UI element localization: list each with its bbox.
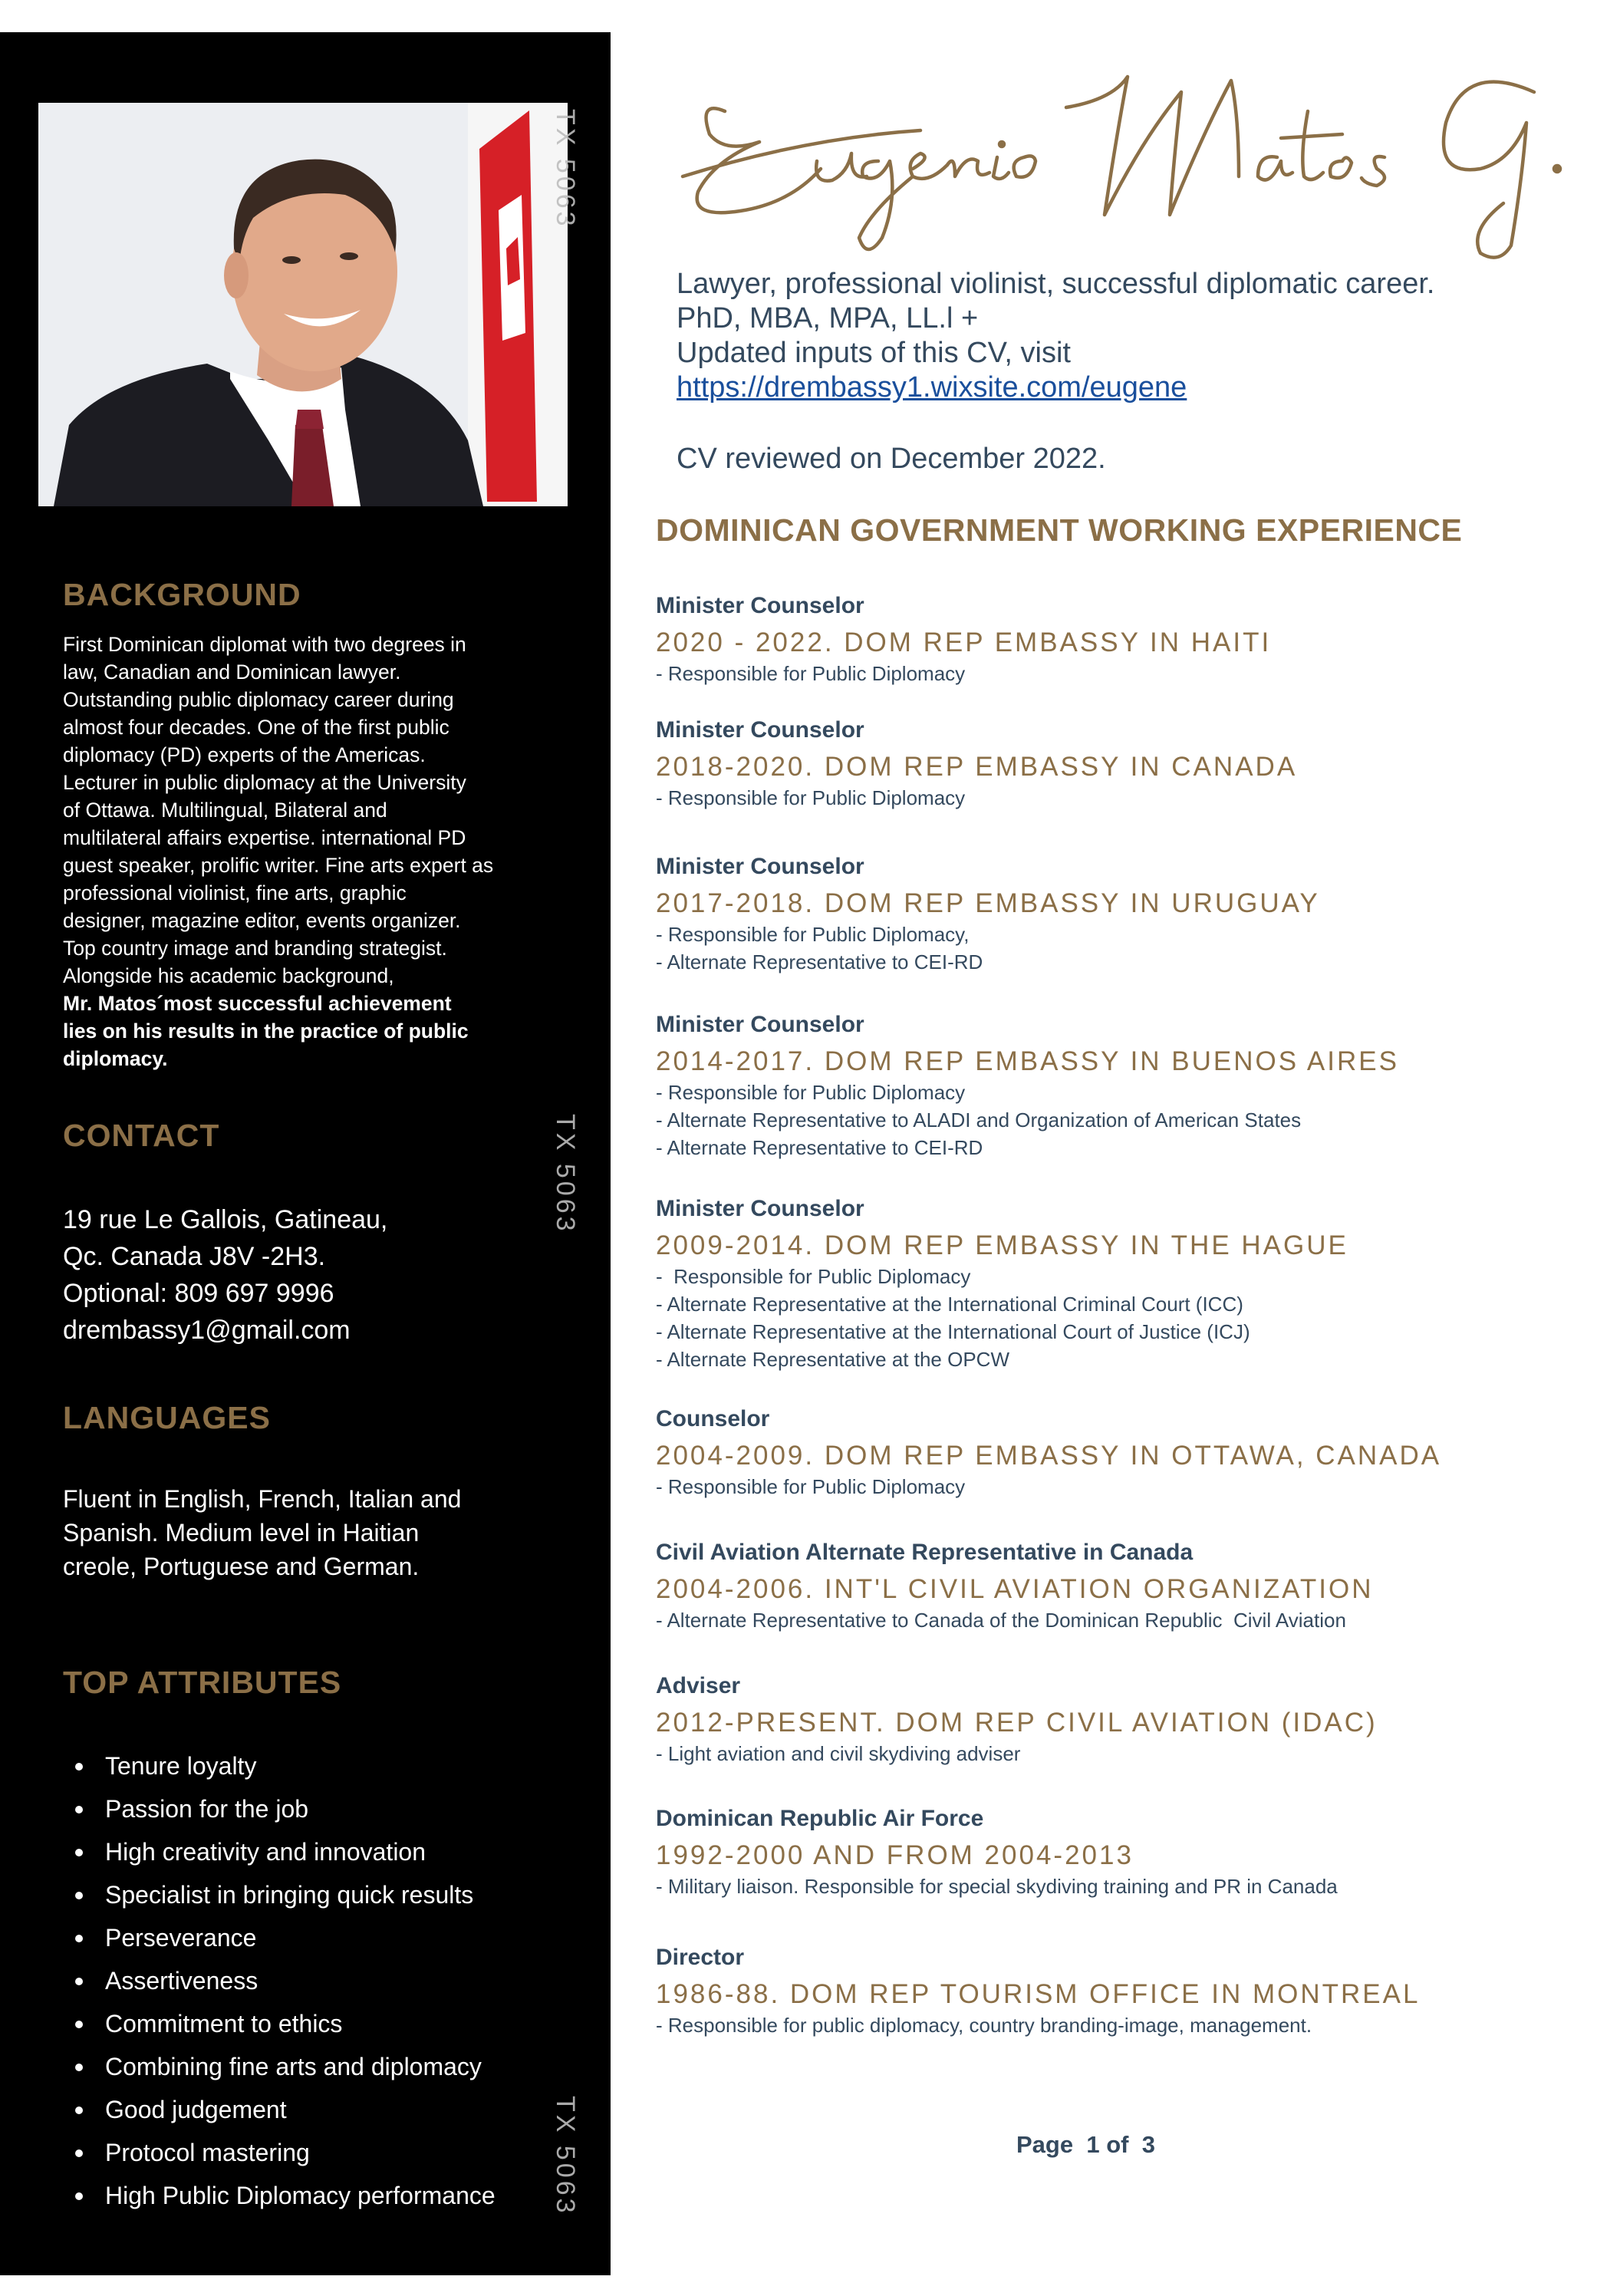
job-role: Minister Counselor: [656, 593, 864, 618]
job-detail: - Alternate Representative to Canada of the Dominican Republic Civil Aviation: [656, 1609, 1346, 1632]
job-detail: - Light aviation and civil skydiving adviser: [656, 1742, 1021, 1765]
job-heading: 2012-PRESENT. DOM REP CIVIL AVIATION (IDAC): [656, 1708, 1378, 1738]
attribute-item: Combining fine arts and diplomacy: [63, 2045, 600, 2088]
job-entry: [656, 1804, 1576, 1900]
job-role: Minister Counselor: [656, 717, 864, 743]
job-detail: - Responsible for Public Diplomacy: [656, 662, 966, 685]
attribute-item: Protocol mastering: [63, 2131, 600, 2174]
job-detail: - Responsible for Public Diplomacy,: [656, 923, 970, 946]
background-line: First Dominican diplomat with two degrees in: [63, 633, 466, 656]
languages-line: creole, Portuguese and German.: [63, 1553, 420, 1580]
background-line: Lecturer in public diplomacy at the University: [63, 771, 466, 794]
intro-line: PhD, MBA, MPA, LL.l +: [677, 302, 979, 334]
background-highlight-line: lies on his results in the practice of public: [63, 1020, 469, 1043]
job-role: Minister Counselor: [656, 854, 864, 879]
job-detail: - Alternate Representative to CEI-RD: [656, 1136, 983, 1159]
attributes-heading: TOP ATTRIBUTES: [63, 1665, 342, 1700]
job-entry: [656, 1671, 1576, 1767]
background-line: professional violinist, fine arts, graphic: [63, 881, 407, 904]
profile-photo: [38, 103, 568, 506]
job-heading: 2020 - 2022. DOM REP EMBASSY IN HAITI: [656, 628, 1272, 657]
page-of-label: of: [1106, 2131, 1129, 2158]
background-line: designer, magazine editor, events organizer.: [63, 909, 461, 932]
job-entry: [656, 591, 1576, 687]
background-text: [63, 631, 538, 1072]
job-detail: - Alternate Representative to ALADI and Organization of American States: [656, 1108, 1302, 1132]
job-entry: [656, 1942, 1576, 2039]
intro-block: [677, 267, 1582, 476]
job-entry: [656, 1537, 1576, 1634]
job-detail: - Responsible for Public Diplomacy: [656, 1081, 966, 1104]
job-detail: - Alternate Representative at the OPCW: [656, 1348, 1009, 1371]
background-heading: BACKGROUND: [63, 577, 301, 612]
job-heading: 2004-2006. INT'L CIVIL AVIATION ORGANIZATION: [656, 1574, 1374, 1604]
job-detail: - Responsible for public diplomacy, country branding-image, management.: [656, 2014, 1312, 2037]
background-line: diplomacy (PD) experts of the Americas.: [63, 743, 426, 766]
review-date: CV reviewed on December 2022.: [677, 443, 1106, 475]
job-role: Minister Counselor: [656, 1012, 864, 1037]
film-edge-marking: TX 5063: [551, 2096, 580, 2216]
background-line: guest speaker, prolific writer. Fine arts expert as: [63, 854, 494, 877]
film-edge-marking: TX 5063: [551, 109, 580, 229]
languages-line: Spanish. Medium level in Haitian: [63, 1519, 420, 1547]
job-role: Minister Counselor: [656, 1196, 864, 1221]
job-detail: - Responsible for Public Diplomacy: [656, 1265, 971, 1288]
background-line: of Ottawa. Multilingual, Bilateral and: [63, 799, 387, 822]
job-role: Counselor: [656, 1406, 770, 1431]
attribute-item: High creativity and innovation: [63, 1830, 600, 1873]
job-heading: 2009-2014. DOM REP EMBASSY IN THE HAGUE: [656, 1230, 1348, 1260]
job-detail: - Responsible for Public Diplomacy: [656, 786, 966, 809]
experience-section-title: DOMINICAN GOVERNMENT WORKING EXPERIENCE: [656, 512, 1463, 548]
job-entry: [656, 1194, 1576, 1373]
intro-line: Lawyer, professional violinist, successful diplomatic career.: [677, 268, 1435, 300]
job-role: Adviser: [656, 1673, 741, 1698]
background-line: almost four decades. One of the first public: [63, 716, 449, 739]
job-detail: - Responsible for Public Diplomacy: [656, 1475, 966, 1498]
page-indicator: [1016, 2131, 1155, 2159]
attribute-item: Commitment to ethics: [63, 2002, 600, 2045]
job-role: Dominican Republic Air Force: [656, 1806, 984, 1831]
attribute-item: Perseverance: [63, 1916, 600, 1959]
attribute-item: Tenure loyalty: [63, 1744, 600, 1787]
background-highlight-line: Mr. Matos´most successful achievement: [63, 992, 452, 1015]
background-line: law, Canadian and Dominican lawyer.: [63, 660, 401, 684]
job-heading: 1986-88. DOM REP TOURISM OFFICE IN MONTREAL: [656, 1979, 1421, 2009]
attribute-item: Good judgement: [63, 2088, 600, 2131]
attribute-item: High Public Diplomacy performance: [63, 2174, 600, 2217]
attribute-item: Passion for the job: [63, 1787, 600, 1830]
background-line: multilateral affairs expertise. international PD: [63, 826, 466, 849]
contact-heading: CONTACT: [63, 1118, 220, 1153]
contact-email[interactable]: drembassy1@gmail.com: [63, 1316, 351, 1345]
intro-line: Updated inputs of this CV, visit: [677, 337, 1071, 369]
job-entry: [656, 852, 1576, 976]
job-heading: 2004-2009. DOM REP EMBASSY IN OTTAWA, CANADA: [656, 1441, 1442, 1471]
attribute-item: Assertiveness: [63, 1959, 600, 2002]
attribute-item: Specialist in bringing quick results: [63, 1873, 600, 1916]
job-detail: - Military liaison. Responsible for special skydiving training and PR in Canada: [656, 1875, 1338, 1898]
page-current: 1: [1086, 2131, 1100, 2158]
job-detail: - Alternate Representative at the International Criminal Court (ICC): [656, 1293, 1243, 1316]
page-total: 3: [1141, 2131, 1155, 2158]
job-entry: [656, 1010, 1576, 1161]
background-line: Outstanding public diplomacy career during: [63, 688, 454, 711]
job-heading: 2017-2018. DOM REP EMBASSY IN URUGUAY: [656, 888, 1320, 918]
languages-heading: LANGUAGES: [63, 1400, 271, 1435]
page-label: Page: [1016, 2131, 1074, 2158]
job-heading: 2018-2020. DOM REP EMBASSY IN CANADA: [656, 752, 1298, 782]
background-highlight-line: diplomacy.: [63, 1047, 168, 1070]
contact-phone: Optional: 809 697 9996: [63, 1279, 334, 1308]
job-detail: - Alternate Representative at the International Court of Justice (ICJ): [656, 1320, 1250, 1343]
job-role: Civil Aviation Alternate Representative in Canada: [656, 1540, 1194, 1565]
job-heading: 2014-2017. DOM REP EMBASSY IN BUENOS AIRES: [656, 1046, 1399, 1076]
job-heading: 1992-2000 AND FROM 2004-2013: [656, 1840, 1134, 1870]
website-link[interactable]: https://drembassy1.wixsite.com/eugene: [677, 371, 1187, 404]
contact-address-line: Qc. Canada J8V -2H3.: [63, 1242, 326, 1271]
attributes-list: [63, 1744, 600, 2217]
languages-line: Fluent in English, French, Italian and: [63, 1485, 462, 1513]
job-entry: [656, 1404, 1576, 1500]
film-edge-marking: TX 5063: [551, 1114, 580, 1234]
background-line: Top country image and branding strategist.: [63, 937, 447, 960]
sidebar: [0, 32, 611, 2275]
job-entry: [656, 715, 1576, 812]
background-line: Alongside his academic background,: [63, 964, 394, 987]
signature-name: [667, 46, 1588, 268]
languages-text: [63, 1482, 523, 1583]
job-role: Director: [656, 1945, 745, 1970]
contact-info: [63, 1201, 554, 1349]
contact-address-line: 19 rue Le Gallois, Gatineau,: [63, 1205, 388, 1234]
job-detail: - Alternate Representative to CEI-RD: [656, 950, 983, 973]
